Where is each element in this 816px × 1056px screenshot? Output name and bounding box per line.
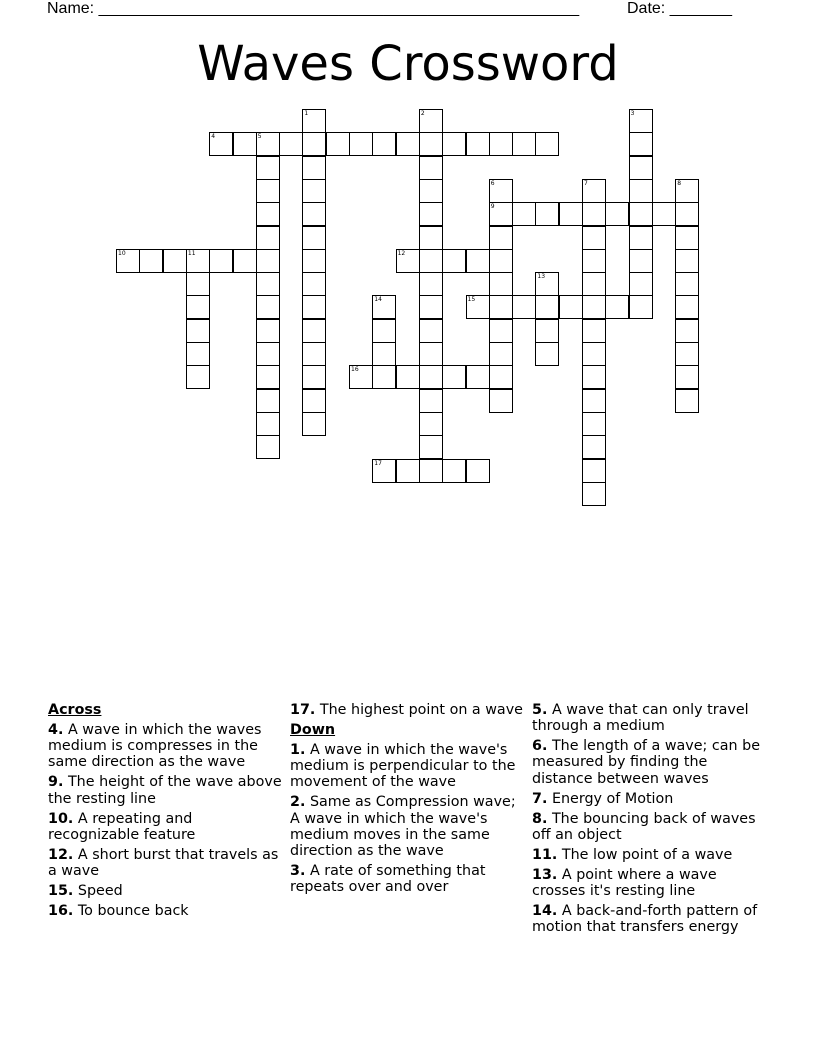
grid-cell[interactable] (466, 132, 490, 156)
grid-cell[interactable] (372, 365, 396, 389)
clue-across-9 (48, 774, 283, 806)
clue-text: A repeating and recognizable feature (48, 810, 196, 843)
grid-cell[interactable] (419, 202, 443, 226)
grid-cell[interactable] (512, 295, 536, 319)
page-title: Waves Crossword (197, 36, 619, 92)
grid-cell[interactable] (582, 226, 606, 250)
clue-down-6 (532, 738, 767, 787)
cell-number: 10 (118, 249, 126, 257)
grid-cell[interactable] (629, 156, 653, 180)
grid-cell[interactable] (512, 202, 536, 226)
grid-cell[interactable] (186, 249, 210, 273)
clue-text: To bounce back (77, 903, 189, 920)
grid-cell[interactable] (582, 319, 606, 343)
clue-number: 4. (48, 722, 64, 738)
clue-down-1 (290, 742, 525, 791)
grid-cell[interactable] (535, 295, 559, 319)
cell-number: 14 (374, 296, 382, 304)
grid-cell[interactable] (302, 389, 326, 413)
grid-cell[interactable] (302, 132, 326, 156)
grid-cell[interactable] (466, 295, 490, 319)
cell-number: 16 (351, 366, 359, 374)
grid-cell[interactable] (582, 179, 606, 203)
grid-cell[interactable] (419, 459, 443, 483)
grid-cell[interactable] (209, 132, 233, 156)
grid-cell[interactable] (396, 459, 420, 483)
grid-cell[interactable] (256, 156, 280, 180)
grid-cell[interactable] (302, 319, 326, 343)
grid-cell[interactable] (256, 249, 280, 273)
grid-cell[interactable] (535, 132, 559, 156)
date-field[interactable]: Date: _______ (627, 0, 732, 17)
grid-cell[interactable] (419, 295, 443, 319)
grid-cell[interactable] (256, 226, 280, 250)
grid-cell[interactable] (675, 365, 699, 389)
clue-down-8 (532, 811, 767, 843)
clue-across-4 (48, 722, 283, 771)
grid-cell[interactable] (372, 132, 396, 156)
grid-cell[interactable] (139, 249, 163, 273)
grid-cell[interactable] (489, 295, 513, 319)
grid-cell[interactable] (629, 272, 653, 296)
grid-cell[interactable] (372, 319, 396, 343)
clue-text: Energy of Motion (551, 790, 674, 807)
grid-cell[interactable] (302, 412, 326, 436)
grid-cell[interactable] (302, 156, 326, 180)
grid-cell[interactable] (629, 295, 653, 319)
clue-text: The bouncing back of waves off an object (532, 810, 756, 843)
grid-cell[interactable] (489, 249, 513, 273)
clue-text: The length of a wave; can be measured by finding the distance between waves (532, 738, 760, 787)
grid-cell[interactable] (675, 272, 699, 296)
grid-cell[interactable] (256, 179, 280, 203)
grid-cell[interactable] (302, 179, 326, 203)
grid-cell[interactable] (582, 482, 606, 506)
grid-cell[interactable] (652, 202, 676, 226)
grid-cell[interactable] (605, 202, 629, 226)
grid-cell[interactable] (675, 202, 699, 226)
clues-column-1 (48, 702, 283, 923)
grid-cell[interactable] (419, 132, 443, 156)
grid-cell[interactable] (256, 412, 280, 436)
grid-cell[interactable] (302, 295, 326, 319)
grid-cell[interactable] (489, 202, 513, 226)
grid-cell[interactable] (419, 226, 443, 250)
grid-cell[interactable] (256, 272, 280, 296)
grid-cell[interactable] (559, 202, 583, 226)
grid-cell[interactable] (302, 272, 326, 296)
grid-cell[interactable] (256, 389, 280, 413)
grid-cell[interactable] (372, 295, 396, 319)
clue-text: Speed (77, 883, 123, 900)
grid-cell[interactable] (489, 272, 513, 296)
grid-cell[interactable] (116, 249, 140, 273)
clue-number: 7. (532, 790, 548, 807)
clue-text: A wave in which the waves medium is compresses in the same direction as the wave (48, 722, 262, 771)
clue-across-17 (290, 702, 525, 718)
clue-across-12 (48, 847, 283, 879)
clue-text: Same as Compression wave; A wave in which the wave's medium moves in the same direction as the wave (290, 794, 516, 860)
clue-text: A point where a wave crosses it's resting line (532, 866, 717, 900)
grid-cell[interactable] (419, 249, 443, 273)
grid-cell[interactable] (582, 459, 606, 483)
grid-cell[interactable] (396, 249, 420, 273)
grid-cell[interactable] (582, 342, 606, 366)
grid-cell[interactable] (233, 249, 257, 273)
grid-cell[interactable] (675, 295, 699, 319)
crossword-grid (0, 0, 816, 500)
grid-cell[interactable] (256, 319, 280, 343)
clue-text: A wave that can only travel through a medium (532, 702, 749, 735)
grid-cell[interactable] (349, 132, 373, 156)
grid-cell[interactable] (582, 249, 606, 273)
grid-cell[interactable] (489, 132, 513, 156)
cell-number: 2 (420, 110, 425, 117)
grid-cell[interactable] (489, 179, 513, 203)
grid-cell[interactable] (535, 272, 559, 296)
grid-cell[interactable] (256, 365, 280, 389)
grid-cell[interactable] (186, 365, 210, 389)
clue-number: 1. (290, 742, 306, 758)
grid-cell[interactable] (629, 249, 653, 273)
grid-cell[interactable] (442, 132, 466, 156)
grid-cell[interactable] (489, 319, 513, 343)
clue-number: 10. (48, 810, 74, 827)
clue-down-5 (532, 702, 767, 734)
grid-cell[interactable] (256, 132, 280, 156)
cell-number: 6 (490, 179, 495, 187)
cell-number: 1 (304, 110, 309, 117)
grid-cell[interactable] (302, 342, 326, 366)
grid-cell[interactable] (582, 295, 606, 319)
grid-cell[interactable] (629, 179, 653, 203)
grid-cell[interactable] (256, 295, 280, 319)
grid-cell[interactable] (629, 109, 653, 133)
grid-cell[interactable] (582, 202, 606, 226)
grid-cell[interactable] (582, 435, 606, 459)
clue-text: A back-and-forth pattern of motion that transfers energy (532, 903, 758, 936)
grid-cell[interactable] (442, 249, 466, 273)
grid-cell[interactable] (419, 435, 443, 459)
grid-cell[interactable] (419, 389, 443, 413)
clue-down-13 (532, 867, 767, 899)
clue-down-2 (290, 794, 525, 859)
grid-cell[interactable] (489, 365, 513, 389)
grid-cell[interactable] (629, 202, 653, 226)
grid-cell[interactable] (489, 389, 513, 413)
cell-number: 15 (467, 296, 476, 304)
grid-cell[interactable] (512, 132, 536, 156)
cell-number: 13 (537, 273, 546, 281)
clue-down-14 (532, 903, 767, 935)
clue-text: A wave in which the wave's medium is perpendicular to the movement of the wave (290, 742, 516, 791)
clue-number: 12. (48, 846, 74, 863)
clue-number: 2. (290, 794, 306, 811)
grid-cell[interactable] (629, 132, 653, 156)
cell-number: 17 (374, 459, 382, 467)
grid-cell[interactable] (372, 342, 396, 366)
grid-cell[interactable] (419, 365, 443, 389)
grid-cell[interactable] (675, 179, 699, 203)
clue-across-10 (48, 811, 283, 843)
grid-cell[interactable] (372, 459, 396, 483)
grid-cell[interactable] (302, 249, 326, 273)
grid-cell[interactable] (186, 342, 210, 366)
grid-cell[interactable] (256, 435, 280, 459)
clue-across-16 (48, 903, 283, 919)
clue-number: 3. (290, 863, 306, 880)
clue-number: 15. (48, 883, 74, 900)
grid-cell[interactable] (419, 272, 443, 296)
clue-text: A rate of something that repeats over and over (290, 863, 486, 896)
cell-number: 7 (584, 179, 588, 187)
grid-cell[interactable] (396, 365, 420, 389)
grid-cell[interactable] (209, 249, 233, 273)
grid-cell[interactable] (419, 179, 443, 203)
cell-number: 5 (257, 133, 262, 141)
clue-text: The height of the wave above the resting line (48, 774, 282, 807)
cell-number: 12 (397, 249, 406, 257)
grid-cell[interactable] (302, 226, 326, 250)
clue-down-11 (532, 847, 767, 863)
cell-number: 11 (187, 249, 196, 257)
grid-cell[interactable] (279, 132, 303, 156)
grid-cell[interactable] (419, 342, 443, 366)
cell-number: 8 (677, 179, 682, 187)
clues-column-2 (290, 702, 525, 899)
grid-cell[interactable] (675, 249, 699, 273)
clues-column-3 (532, 702, 767, 939)
clue-number: 16. (48, 903, 74, 920)
grid-cell[interactable] (186, 272, 210, 296)
grid-cell[interactable] (489, 342, 513, 366)
grid-cell[interactable] (535, 319, 559, 343)
clue-down-3 (290, 863, 525, 895)
grid-cell[interactable] (419, 319, 443, 343)
grid-cell[interactable] (535, 202, 559, 226)
down-heading: Down (290, 722, 336, 738)
clue-text: A short burst that travels as a wave (48, 846, 279, 880)
grid-cell[interactable] (419, 156, 443, 180)
clue-number: 8. (532, 810, 548, 827)
grid-cell[interactable] (442, 365, 466, 389)
grid-cell[interactable] (419, 412, 443, 436)
grid-cell[interactable] (582, 389, 606, 413)
grid-cell[interactable] (675, 389, 699, 413)
grid-cell[interactable] (163, 249, 187, 273)
clue-number: 5. (532, 702, 548, 718)
grid-cell[interactable] (582, 365, 606, 389)
grid-cell[interactable] (582, 272, 606, 296)
clue-number: 17. (290, 702, 316, 718)
grid-cell[interactable] (326, 132, 350, 156)
grid-cell[interactable] (675, 342, 699, 366)
clue-number: 14. (532, 903, 558, 920)
grid-cell[interactable] (466, 249, 490, 273)
grid-cell[interactable] (349, 365, 373, 389)
grid-cell[interactable] (675, 226, 699, 250)
grid-cell[interactable] (489, 226, 513, 250)
grid-cell[interactable] (302, 365, 326, 389)
grid-cell[interactable] (396, 132, 420, 156)
grid-cell[interactable] (605, 295, 629, 319)
grid-cell[interactable] (535, 342, 559, 366)
grid-cell[interactable] (442, 459, 466, 483)
grid-cell[interactable] (302, 202, 326, 226)
grid-cell[interactable] (466, 365, 490, 389)
clue-number: 6. (532, 738, 548, 755)
grid-cell[interactable] (629, 226, 653, 250)
clue-text: The low point of a wave (561, 846, 733, 863)
clue-number: 11. (532, 846, 558, 863)
name-field[interactable]: Name: ______________________________________________________ (47, 0, 580, 17)
grid-cell[interactable] (233, 132, 257, 156)
clue-down-7 (532, 791, 767, 807)
grid-cell[interactable] (559, 295, 583, 319)
grid-cell[interactable] (186, 295, 210, 319)
grid-cell[interactable] (419, 109, 443, 133)
grid-cell[interactable] (302, 109, 326, 133)
grid-cell[interactable] (675, 319, 699, 343)
grid-cell[interactable] (466, 459, 490, 483)
across-heading: Across (48, 702, 102, 718)
clue-number: 9. (48, 774, 64, 791)
cell-number: 3 (630, 110, 635, 117)
grid-cell[interactable] (186, 319, 210, 343)
grid-cell[interactable] (256, 202, 280, 226)
clue-across-15 (48, 883, 283, 899)
clue-text: The highest point on a wave (319, 702, 523, 718)
clue-number: 13. (532, 866, 558, 883)
cell-number: 4 (211, 133, 216, 141)
cell-number: 9 (490, 203, 495, 211)
grid-cell[interactable] (582, 412, 606, 436)
grid-cell[interactable] (256, 342, 280, 366)
